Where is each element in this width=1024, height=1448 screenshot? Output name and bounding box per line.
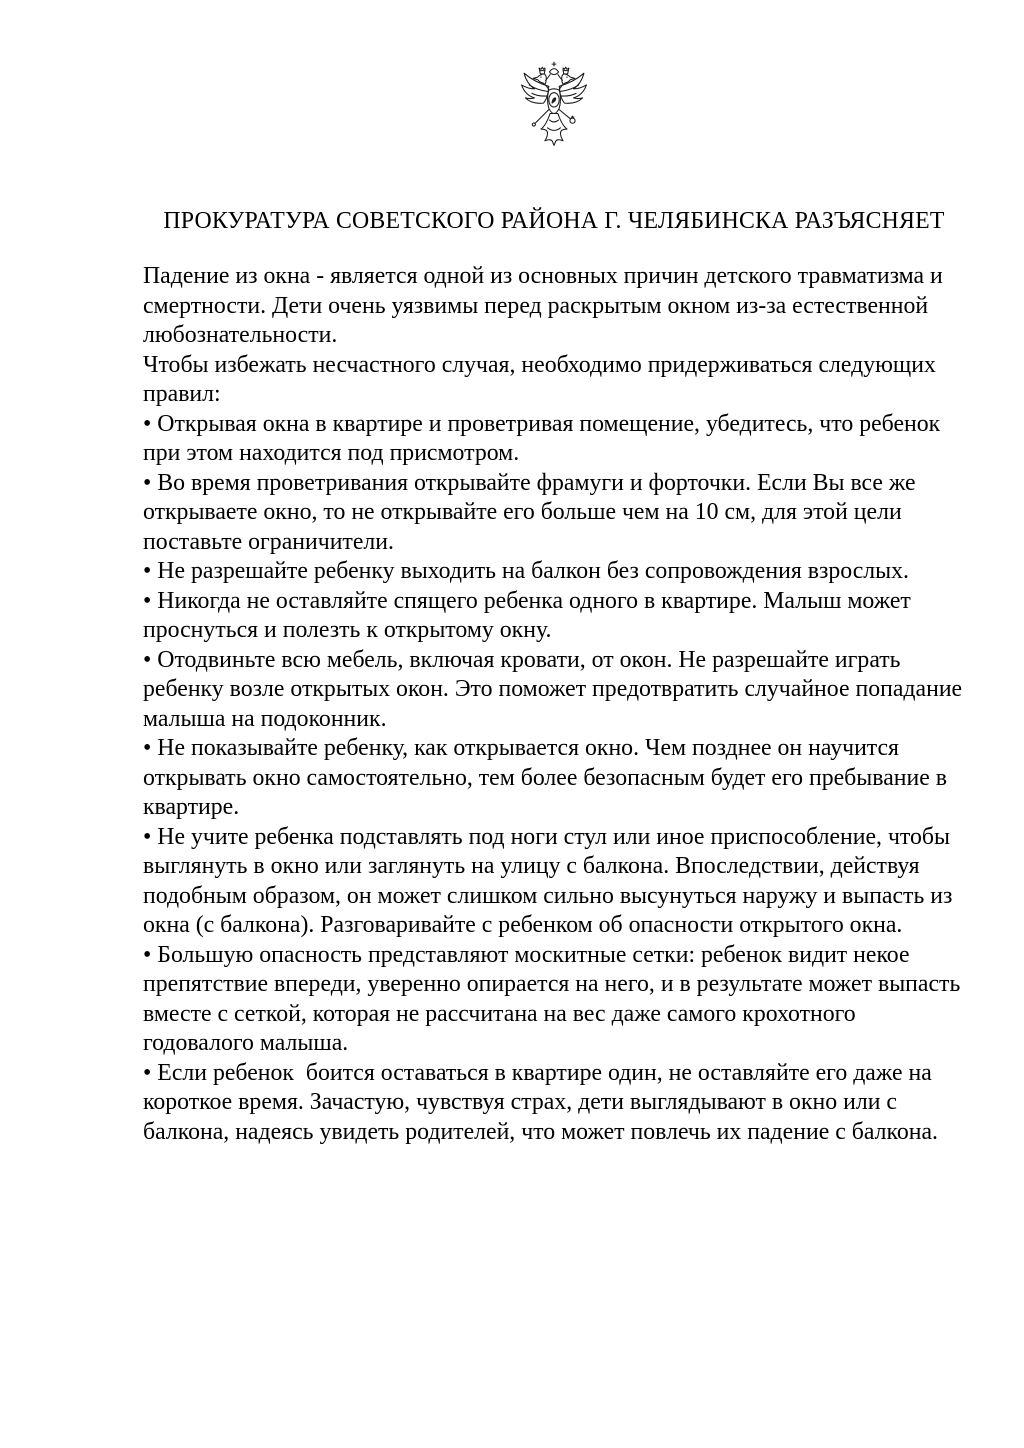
paragraph: Падение из окна - является одной из основных причин детского травматизма и смертности. Дети очень уязвимы перед раскрытым окном из-за естественной любознательности. — [143, 263, 949, 348]
paragraph: • Не учите ребенка подставлять под ноги стул или иное приспособление, чтобы выглянуть в окно или заглянуть на улицу с балкона. Впоследствии, действуя подобным образом, он может слишком сильно высунуться наружу и выпасть из окна (с балкона). Разговаривайте с ребенком об опасности открытого окна. — [143, 823, 959, 938]
paragraph: • Если ребенок боится оставаться в квартире один, не оставляйте его даже на короткое время. Зачастую, чувствуя страх, дети выглядывают в окно или с балкона, надеясь увидеть родителей, что может повлечь их падение с балкона. — [143, 1059, 938, 1145]
paragraph: • Открывая окна в квартире и проветривая помещение, убедитесь, что ребенок при этом находится под присмотром. — [143, 410, 947, 466]
document-title: ПРОКУРАТУРА СОВЕТСКОГО РАЙОНА Г. ЧЕЛЯБИНСКА РАЗЪЯСНЯЕТ — [163, 208, 945, 234]
russia-coat-of-arms-icon — [515, 60, 593, 154]
emblem-row — [143, 60, 965, 154]
paragraph: • Не разрешайте ребенку выходить на балкон без сопровождения взрослых. — [143, 558, 910, 584]
paragraph: • Отодвиньте всю мебель, включая кровати, от окон. Не разрешайте играть ребенку возле открытых окон. Это поможет предотвратить случайное попадание малыша на подоконник. — [143, 646, 969, 732]
document-body — [143, 262, 969, 1147]
paragraph: • Никогда не оставляйте спящего ребенка одного в квартире. Малыш может проснуться и полезть к открытому окну. — [143, 587, 917, 643]
paragraph: • Большую опасность представляют москитные сетки: ребенок видит некое препятствие впереди, уверенно опирается на него, и в результате может выпасть вместе с сеткой, которая не рассчитана на вес даже самого крохотного годовалого малыша. — [143, 941, 967, 1056]
paragraph: • Во время проветривания открывайте фрамуги и форточки. Если Вы все же открываете окно, то не открывайте его больше чем на 10 см, для этой цели поставьте ограничители. — [143, 469, 922, 555]
paragraph: Чтобы избежать несчастного случая, необходимо придерживаться следующих правил: — [143, 351, 942, 407]
paragraph: • Не показывайте ребенку, как открывается окно. Чем позднее он научится открывать окно самостоятельно, тем более безопасным будет его пребывание в квартире. — [143, 735, 953, 820]
